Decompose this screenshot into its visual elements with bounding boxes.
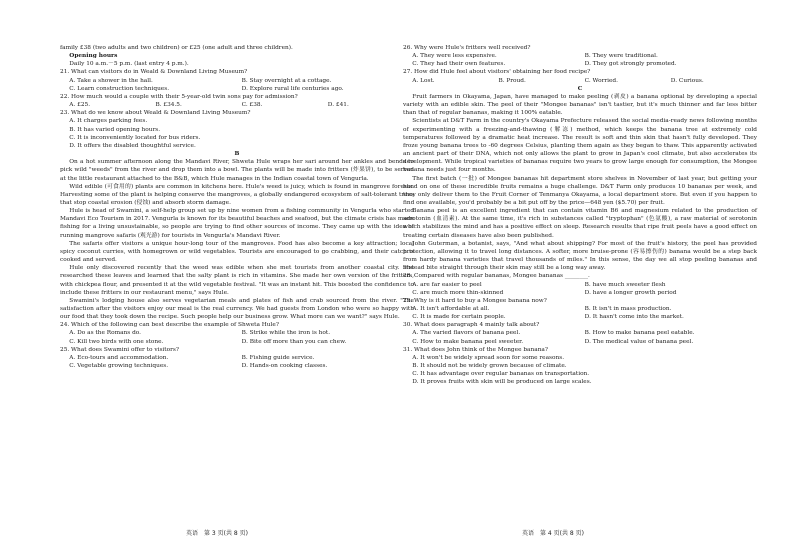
passage-c-paragraph-1: Fruit farmers in Okayama, Japan, have managed to make peeling (剥皮) a banana optional by developing a special variety with an edible skin. The peel of their "Mongee bananas" isn't tastier, but it's much thinner and far less bitter than that of regular bananas, making it 100% eatable.: [403, 93, 757, 117]
option-d: D. have a longer growth period: [584, 289, 677, 296]
option-d: D. It hasn't come into the market.: [584, 314, 684, 321]
question-27: [403, 68, 757, 84]
option-b: B. It isn't in mass production.: [584, 306, 672, 312]
option-a: A. They were less expensive.: [412, 53, 497, 60]
option-b: B. Fishing guide service.: [241, 354, 315, 361]
options: [60, 101, 414, 109]
question-stem: 24. Which of the following can best describe the example of Shweta Hule?: [60, 322, 279, 329]
opening-hours-title: Opening hours: [69, 53, 118, 60]
option-a: A. Take a shower in the hall.: [69, 77, 153, 84]
option-a: A. It isn't affordable at all.: [412, 306, 490, 312]
question-30: [403, 321, 757, 345]
option-d: D. Bite off more than you can chew.: [241, 338, 347, 345]
option-d: D. £41.: [327, 102, 349, 109]
option-a: A. £25.: [69, 102, 91, 109]
question-stem: 23. What do we know about Weald & Downland Living Museum?: [60, 110, 251, 117]
option-d: D. Curious.: [670, 77, 704, 84]
right-column: [403, 44, 757, 387]
question-stem: 28. Compared with regular bananas, Mongee bananas ________.: [403, 273, 590, 280]
passage-b-paragraph-6: Swamini's lodging house also serves vegetarian meals and plates of fish and crab sourced from the river. "The satisfaction after the visitors enjoy our meal is the real currency. We had guests from London who were so happy with our food that they took down the recipe. Such people help our business grow. What more can we want?" says Hule.: [60, 297, 414, 321]
question-stem: 30. What does paragraph 4 mainly talk about?: [403, 322, 540, 329]
passage-c-paragraph-2: Scientists at D&T Farm in the country's Okayama Prefecture released the social media-ready news following months of experimenting with a freezing-and-thawing (解冻) method, which keeps the banana tree at extremely cold temperatures followed by a dramatic heat increase. The result is soft and thin skin that hasn't fully developed. They froze young banana trees to -60 degrees Celsius, planting them again as they began to thaw. This apparently activated an ancient part of their DNA, which not only allows the plant to grow in Japan's cool climate, but also accelerates its development. While tropical varieties of bananas require two years to grow large enough for consumption, the Mongee banana needs just four months.: [403, 118, 757, 174]
option-a: A. It charges parking fees.: [69, 118, 148, 125]
question-22: [60, 93, 414, 109]
question-29: [403, 297, 757, 321]
option-b: B. It should not be widely grown because of climate.: [412, 363, 567, 370]
opening-hours-text: Daily 10 a.m.－5 p.m. (last entry 4 p.m.).: [69, 61, 189, 68]
passage-b-paragraph-4: The safaris offer visitors a unique hour-long tour of the mangroves. Food has also become a key attraction; local spicy coconut curries, with homegrown or wild vegetables. Tourists are encouraged to go crabbing, and their catch is cooked and served.: [60, 240, 414, 264]
option-c: C. It has advantage over regular bananas on transportation.: [412, 371, 590, 378]
passage-b-paragraph-3: Hule is head of Swamini, a self-help group set up by nine women from a fishing community in Vengurla who started Mandavi Eco Tourism in 2017. Vengurla is known for its beautiful beaches and seafood, but the climate crisis has made fishing for a living unsustainable, so people are trying to find other sources of income. They came up with the idea of running mangrove safaris (观光游) for tourists in Vengurla's Mandavi River.: [60, 208, 414, 239]
question-25: [60, 346, 414, 370]
question-stem: 22. How much would a couple with their 5-year-old twin sons pay for admission?: [60, 93, 298, 100]
section-b-heading: B: [234, 151, 240, 158]
option-d: D. It offers the disabled thoughtful service.: [69, 142, 196, 149]
question-31: [403, 346, 757, 387]
option-d: D. They got strongly promoted.: [584, 61, 677, 68]
question-21: [60, 68, 414, 92]
passage-b-paragraph-2: Wild edible (可食用的) plants are common in kitchens here. Hule's weed is juicy, which is found in mangrove forests. Harvesting some of the plant is helping conserve the mangroves, a globally endangered ecosystem of salt-tolerant trees that stop coastal erosion (侵蚀) and absorb storm damage.: [60, 183, 414, 206]
option-b: B. Stay overnight at a cottage.: [241, 77, 332, 84]
option-b: B. Proud.: [498, 77, 526, 84]
option-b: B. It has varied opening hours.: [69, 126, 161, 133]
question-stem: 27. How did Hule feel about visitors' obtaining her food recipe?: [403, 69, 591, 76]
question-26: [403, 44, 757, 68]
options: [60, 77, 414, 93]
option-a: A. Lost.: [412, 77, 435, 84]
option-b: B. £34.5.: [155, 102, 182, 109]
option-c: C. How to make banana peel sweeter.: [412, 338, 524, 345]
option-b: B. Strike while the iron is hot.: [241, 330, 331, 337]
option-b: B. They were traditional.: [584, 53, 658, 60]
option-a: A. It won't be widely spread soon for some reasons.: [412, 354, 565, 361]
options: [403, 329, 757, 345]
option-a: A. are far easier to peel: [412, 281, 482, 288]
options: [403, 354, 757, 387]
question-24: [60, 321, 414, 345]
options: [60, 354, 414, 370]
option-a: A. Do as the Romans do.: [69, 330, 142, 337]
options: [60, 329, 414, 345]
options: [60, 117, 414, 150]
left-column: [60, 44, 414, 370]
options: [403, 281, 757, 297]
option-c: C. Kill two birds with one stone.: [69, 338, 164, 345]
question-28: [403, 272, 757, 296]
option-c: C. Learn construction techniques.: [69, 85, 170, 92]
option-b: B. have much sweeter flesh: [584, 281, 666, 288]
option-b: B. How to make banana peel eatable.: [584, 330, 695, 337]
option-d: D. Hands-on cooking classes.: [241, 363, 328, 370]
option-d: D. It proves fruits with skin will be produced on large scales.: [412, 379, 592, 386]
question-stem: 26. Why were Hule's fritters well received?: [403, 45, 531, 51]
option-d: D. The medical value of banana peel.: [584, 338, 694, 345]
passage-b-paragraph-1: On a hot summer afternoon along the Mandavi River, Shweta Hule wraps her sari around her ankles and bends to pick wild "weeds" from the river and drop them into a bowl. The plants will be made into fritters (炸果饼), to be served at the little restaurant attached to the B&B, which Hule manages in the Indian coastal town of Vengurla.: [60, 159, 414, 182]
intro-line: family £38 (two adults and two children) or £25 (one adult and three children).: [60, 45, 293, 51]
passage-c-paragraph-4: Banana peel is an excellent ingredient that can contain vitamin B6 and magnesium related to the production of serotonin (血清素). At the same time, it's rich in substances called "tryptophan" (色氨酸), a raw material of serotonin which stabilizes the mind and has a positive effect on sleep. Research results that ripe fruit peels have a good effect on treating certain diseases have also been published.: [403, 208, 757, 239]
question-stem: 25. What does Swamini offer to visitors?: [60, 346, 179, 353]
page-footer-left: 英语 第 3 页(共 8 页): [186, 530, 248, 537]
option-c: C. £38.: [241, 102, 263, 109]
option-c: C. Worried.: [584, 77, 618, 84]
page-footer-right: 英语 第 4 页(共 8 页): [522, 530, 584, 537]
passage-c-paragraph-3: The first batch (一批) of Mongee bananas hit department store shelves in November of last year, but getting your hand on one of these incredible fruits remains a huge challenge. D&T Farm only produces 10 bananas per week, and they only deliver them to the Fruit Corner of Tenmanya Okayama, a local department store. But even if you happen to find one available, you'd probably be a bit put off by the price—648 yen ($5.70) per fruit.: [403, 175, 757, 206]
option-c: C. Vegetable growing techniques.: [69, 363, 169, 370]
question-23: [60, 109, 414, 150]
section-c-heading: C: [577, 85, 583, 92]
options: [403, 52, 757, 68]
option-c: C. are much more thin-skinned: [412, 289, 504, 296]
question-stem: 29. Why is it hard to buy a Mongee banana now?: [403, 297, 547, 304]
option-c: C. It is inconveniently located for bus riders.: [69, 134, 201, 141]
option-c: C. They had their own features.: [412, 61, 506, 68]
passage-b-paragraph-5: Hule only discovered recently that the weed was edible when she met tourists from another coastal city. She researched these leaves and learned that the salty plant is rich in vitamins. She made her own version of the fritters, with chickpea flour, and presented it at the wild vegetable festival. "It was an instant hit. This boosted the confidence to include these fritters in our restaurant menu," says Hule.: [60, 265, 414, 296]
options: [403, 77, 757, 85]
option-c: C. It is made for certain people.: [412, 314, 506, 321]
question-stem: 21. What can visitors do in Weald & Downland Living Museum?: [60, 69, 248, 76]
options: [403, 305, 757, 321]
option-a: A. The varied flavors of banana peel.: [412, 330, 521, 337]
option-a: A. Eco-tours and accommodation.: [69, 354, 169, 361]
option-d: D. Explore rural life centuries ago.: [241, 85, 344, 92]
passage-c-paragraph-5: John Guterman, a botanist, says, "And what about shipping? For most of the fruit's history, the peel has provided protection, allowing it to travel long distances. A softer, more bruise-prone (容易擦伤的) banana would be a step back from hardy banana varieties that travel thousands of miles." In this sense, the day we all stop peeling bananas and instead bite straight through their skin may still be a long way away.: [403, 240, 757, 272]
question-stem: 31. What does John think of the Mongee banana?: [403, 346, 549, 353]
